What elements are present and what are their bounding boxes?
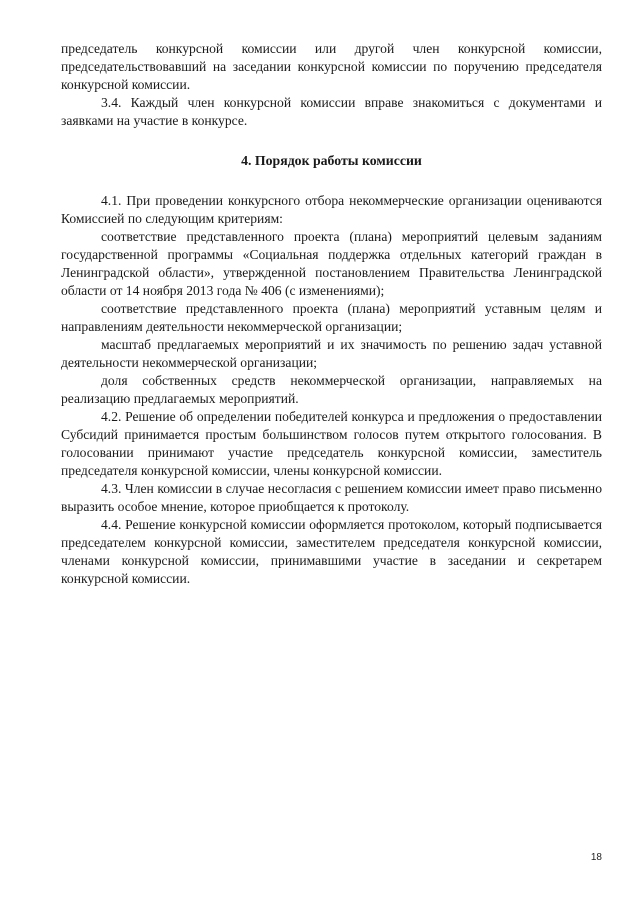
criterion-2: соответствие представленного проекта (плана) мероприятий уставным целям и направлениям деятельности некоммерческой организации; — [61, 301, 602, 334]
section-heading: 4. Порядок работы комиссии — [241, 153, 422, 168]
criterion-3: масштаб предлагаемых мероприятий и их значимость по решению задач уставной деятельности некоммерческой организации; — [61, 337, 602, 370]
document-page — [61, 40, 602, 588]
paragraph-continuation: председатель конкурсной комиссии или другой член конкурсной комиссии, председательствовавший на заседании конкурсной комиссии по поручению председателя конкурсной комиссии. — [61, 41, 602, 92]
paragraph-3-4: 3.4. Каждый член конкурсной комиссии вправе знакомиться с документами и заявками на участие в конкурсе. — [61, 95, 602, 128]
paragraph-4-3: 4.3. Член комиссии в случае несогласия с решением комиссии имеет право письменно выразить особое мнение, которое приобщается к протоколу. — [61, 481, 602, 514]
page-number: 18 — [590, 852, 602, 863]
paragraph-4-2: 4.2. Решение об определении победителей конкурса и предложения о предоставлении Субсидий принимается простым большинством голосов путем открытого голосования. В голосовании принимают участие председатель конкурсной комиссии, заместитель председателя конкурсной комиссии, члены конкурсной комиссии. — [61, 409, 602, 478]
criterion-1: соответствие представленного проекта (плана) мероприятий целевым заданиям государственной программы «Социальная поддержка отдельных категорий граждан в Ленинградской области», утвержденной постановлением Правительства Ленинградской области от 14 ноября 2013 года № 406 (с изменениями); — [61, 229, 602, 298]
paragraph-4-1: 4.1. При проведении конкурсного отбора некоммерческие организации оцениваются Комиссией по следующим критериям: — [61, 193, 602, 226]
criterion-4: доля собственных средств некоммерческой организации, направляемых на реализацию предлагаемых мероприятий. — [61, 373, 602, 406]
paragraph-4-4: 4.4. Решение конкурсной комиссии оформляется протоколом, который подписывается председателем конкурсной комиссии, заместителем председателя конкурсной комиссии, членами конкурсной комиссии, принимавшими участие в заседании и секретарем конкурсной комиссии. — [61, 517, 602, 586]
